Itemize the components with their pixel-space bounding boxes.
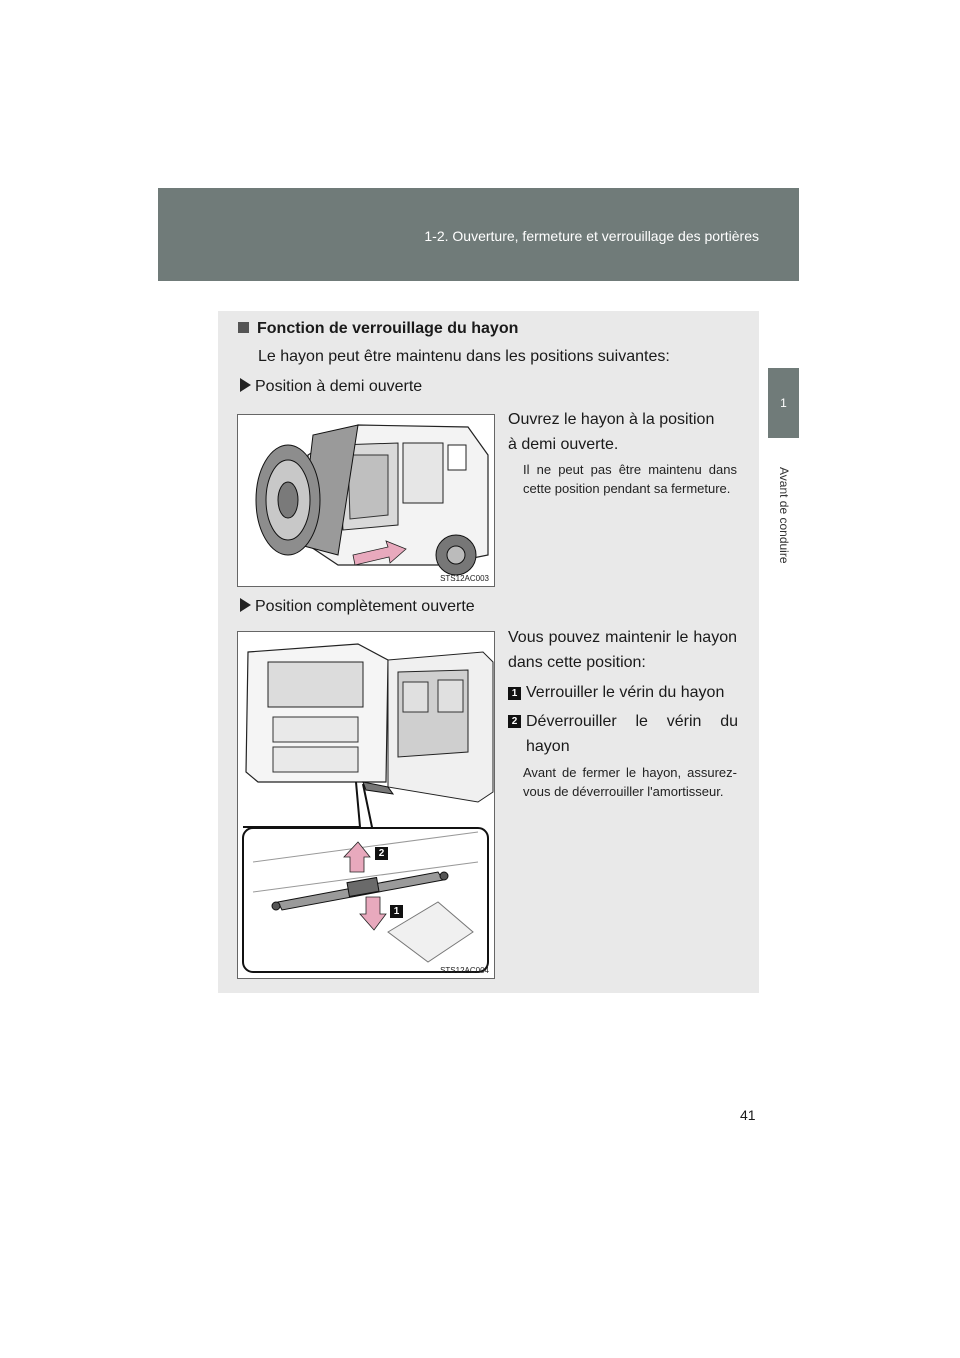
position-note: Avant de fermer le hayon, assurez-vous de déverrouiller l'amortisseur.: [523, 765, 737, 799]
position-body: [508, 407, 737, 457]
figure-half-open: [237, 414, 495, 587]
chapter-number: 1: [780, 396, 787, 410]
triangle-bullet-icon: [240, 598, 251, 612]
half-open-tailgate-illustration: [238, 415, 494, 586]
position-heading-text: Position complètement ouverte: [255, 598, 475, 615]
callout-1: [390, 902, 408, 920]
position-body-line: à demi ouverte.: [508, 436, 619, 453]
position-body-line: Ouvrez le hayon à la position: [508, 411, 715, 428]
position-heading: [240, 598, 475, 616]
chapter-tab: [768, 368, 799, 438]
step-item: [508, 709, 738, 759]
header-title: 1-2. Ouverture, fermeture et verrouillage des portières: [424, 228, 759, 244]
section-title-text: Fonction de verrouillage du hayon: [257, 320, 519, 337]
position-heading: [240, 378, 422, 396]
figure-fully-open: [237, 631, 495, 979]
step-item: [508, 680, 738, 705]
callout-2: [375, 844, 393, 862]
position-heading-text: Position à demi ouverte: [255, 378, 423, 395]
fully-open-tailgate-illustration: [238, 632, 494, 978]
triangle-bullet-icon: [240, 378, 251, 392]
callout-2-badge: 2: [375, 847, 388, 860]
step-list: [508, 680, 738, 759]
step-number-badge: 1: [508, 687, 521, 700]
step-text: Verrouiller le vérin du hayon: [526, 684, 725, 701]
page-number: 41: [740, 1107, 756, 1123]
chapter-label: Avant de conduire: [777, 466, 791, 564]
square-bullet-icon: [238, 322, 249, 333]
callout-1-badge: 1: [390, 905, 403, 918]
section-intro: Le hayon peut être maintenu dans les positions suivantes:: [258, 348, 670, 365]
step-number-badge: 2: [508, 715, 521, 728]
figure-code: STS12AC003: [440, 574, 489, 583]
position-note: Il ne peut pas être maintenu dans cette position pendant sa fermeture.: [523, 462, 737, 496]
step-text: Déverrouiller le vérin du hayon: [526, 713, 738, 755]
figure-code: STS12AC004: [440, 966, 489, 975]
section-title: [238, 320, 518, 338]
position-body: Vous pouvez maintenir le hayon dans cette position:: [508, 629, 737, 671]
chapter-header: [158, 188, 799, 281]
